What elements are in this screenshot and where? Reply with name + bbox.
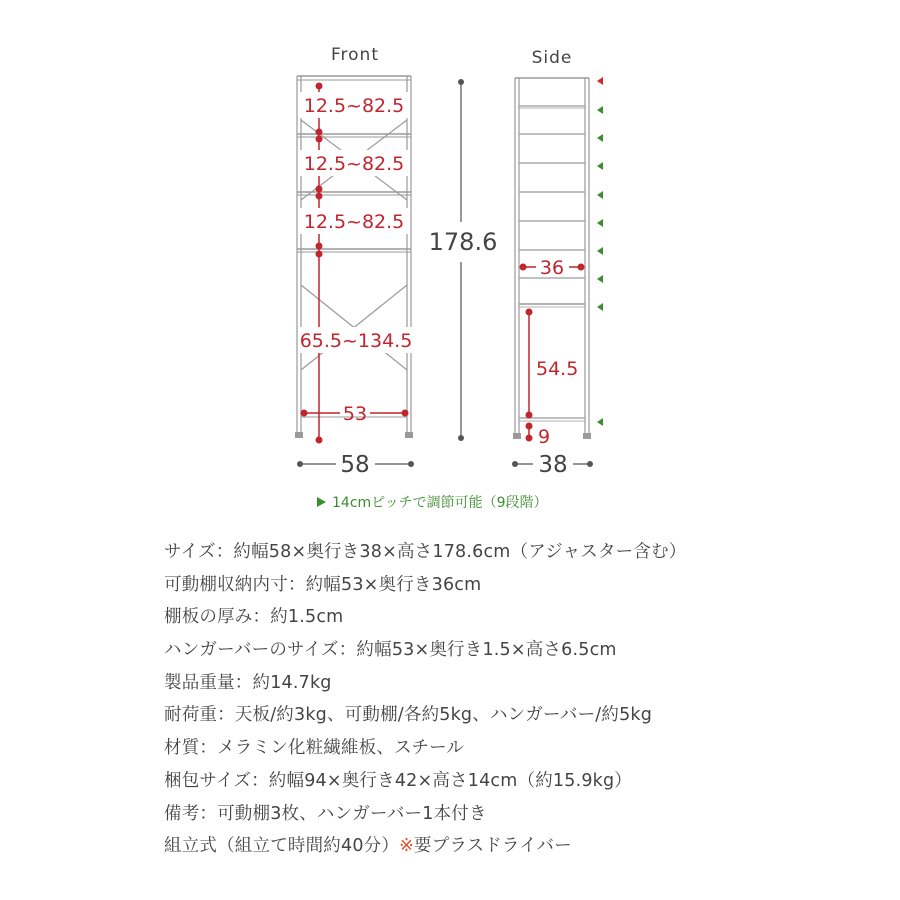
spec-material: 材質：メラミン化粧繊維板、スチール (164, 738, 465, 759)
spec-weight: 製品重量：約14.7kg (164, 672, 332, 693)
side-lower-space-label: 54.5 (536, 358, 579, 380)
front-shelf-spacing-3: 12.5~82.5 (303, 211, 405, 233)
spec-inner-size: 可動棚収納内寸：約幅53×奥行き36cm (164, 574, 482, 595)
inner-depth-label: 36 (539, 257, 565, 279)
spec-hanger-bar-size: ハンガーバーのサイズ：約幅53×奥行き1.5×高さ6.5cm (164, 640, 617, 661)
front-shelf-spacing-2: 12.5~82.5 (303, 153, 405, 175)
spec-load-capacity: 耐荷重：天板/約3kg、可動棚/各約5kg、ハンガーバー/約5kg (164, 705, 653, 726)
spec-package-size: 梱包サイズ：約幅94×奥行き42×高さ14cm（約15.9kg） (164, 770, 633, 791)
outer-depth-label: 38 (538, 452, 568, 478)
front-rack-frame (295, 76, 413, 438)
side-view-title: Side (531, 48, 573, 68)
inner-width-label: 53 (342, 403, 368, 425)
front-height-markers (316, 83, 323, 444)
front-bottom-spacing: 65.5~134.5 (299, 330, 413, 352)
outer-width-label: 58 (340, 452, 370, 478)
adjust-note: 14cmピッチで調節可能（9段階） (332, 495, 548, 511)
front-shelf-spacing-1: 12.5~82.5 (303, 95, 405, 117)
total-height-marker (458, 79, 464, 441)
spec-list (164, 536, 884, 863)
shelf-position-markers (597, 77, 603, 426)
warning-mark: ※ (399, 836, 414, 857)
side-lower-markers (526, 309, 533, 442)
front-view-title: Front (331, 45, 379, 65)
spec-assembly (164, 830, 884, 863)
note-arrow-icon (317, 497, 326, 507)
top-position-marker (597, 77, 603, 85)
assembly-text: 組立式（組立て時間約40分） (164, 836, 400, 857)
floor-clearance-label: 9 (538, 426, 551, 448)
driver-text: 要プラスドライバー (413, 836, 572, 857)
total-height-label: 178.6 (428, 228, 498, 256)
spec-remarks: 備考：可動棚3枚、ハンガーバー1本付き (164, 803, 487, 824)
spec-size: サイズ：約幅58×奥行き38×高さ178.6cm（アジャスター含む） (164, 542, 687, 562)
spec-shelf-thickness: 棚板の厚み：約1.5cm (164, 607, 344, 628)
